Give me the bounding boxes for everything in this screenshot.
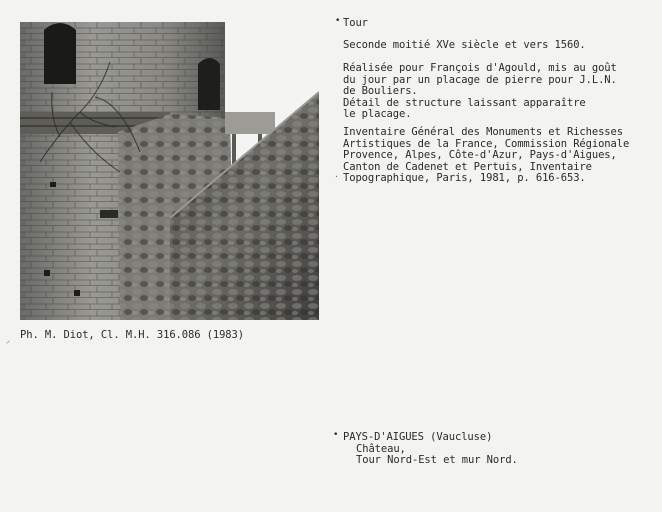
reference-line: Artistiques de la France, Commission Régionale — [343, 137, 630, 150]
tower-wall-photo — [20, 22, 319, 320]
reference-line: Topographique, Paris, 1981, p. 616-653. — [343, 172, 586, 185]
description-block — [343, 63, 617, 121]
subject-bullet: • — [335, 16, 341, 26]
description-line: Réalisée pour François d'Agould, mis au goût — [343, 62, 617, 74]
reference-line: Provence, Alpes, Côte-d'Azur, Pays-d'Aigues, — [343, 149, 617, 162]
margin-mark: · — [334, 172, 339, 181]
photograph — [20, 22, 319, 320]
subject-title: Tour — [343, 17, 368, 29]
location-line: PAYS-D'AIGUES (Vaucluse) — [343, 431, 493, 443]
reference-line: Inventaire Général des Monuments et Richesses — [343, 126, 623, 138]
description-line: du jour par un placage de pierre pour J.L.N. — [343, 73, 617, 86]
location-block — [343, 432, 518, 467]
location-bullet: • — [333, 430, 339, 440]
reference-block — [343, 127, 629, 185]
reference-line: Canton de Cadenet et Pertuis, Inventaire — [343, 160, 592, 173]
description-line: le placage. — [343, 108, 412, 121]
margin-mark: ⸝ — [6, 336, 10, 345]
photo-credit: Ph. M. Diot, Cl. M.H. 316.086 (1983) — [20, 329, 244, 341]
description-line: de Bouliers. — [343, 85, 418, 98]
description-line: Détail de structure laissant apparaître — [343, 96, 586, 109]
dating-text: Seconde moitié XVe siècle et vers 1560. — [343, 39, 586, 51]
location-line: Château, — [356, 442, 406, 455]
location-line: Tour Nord-Est et mur Nord. — [356, 454, 518, 467]
